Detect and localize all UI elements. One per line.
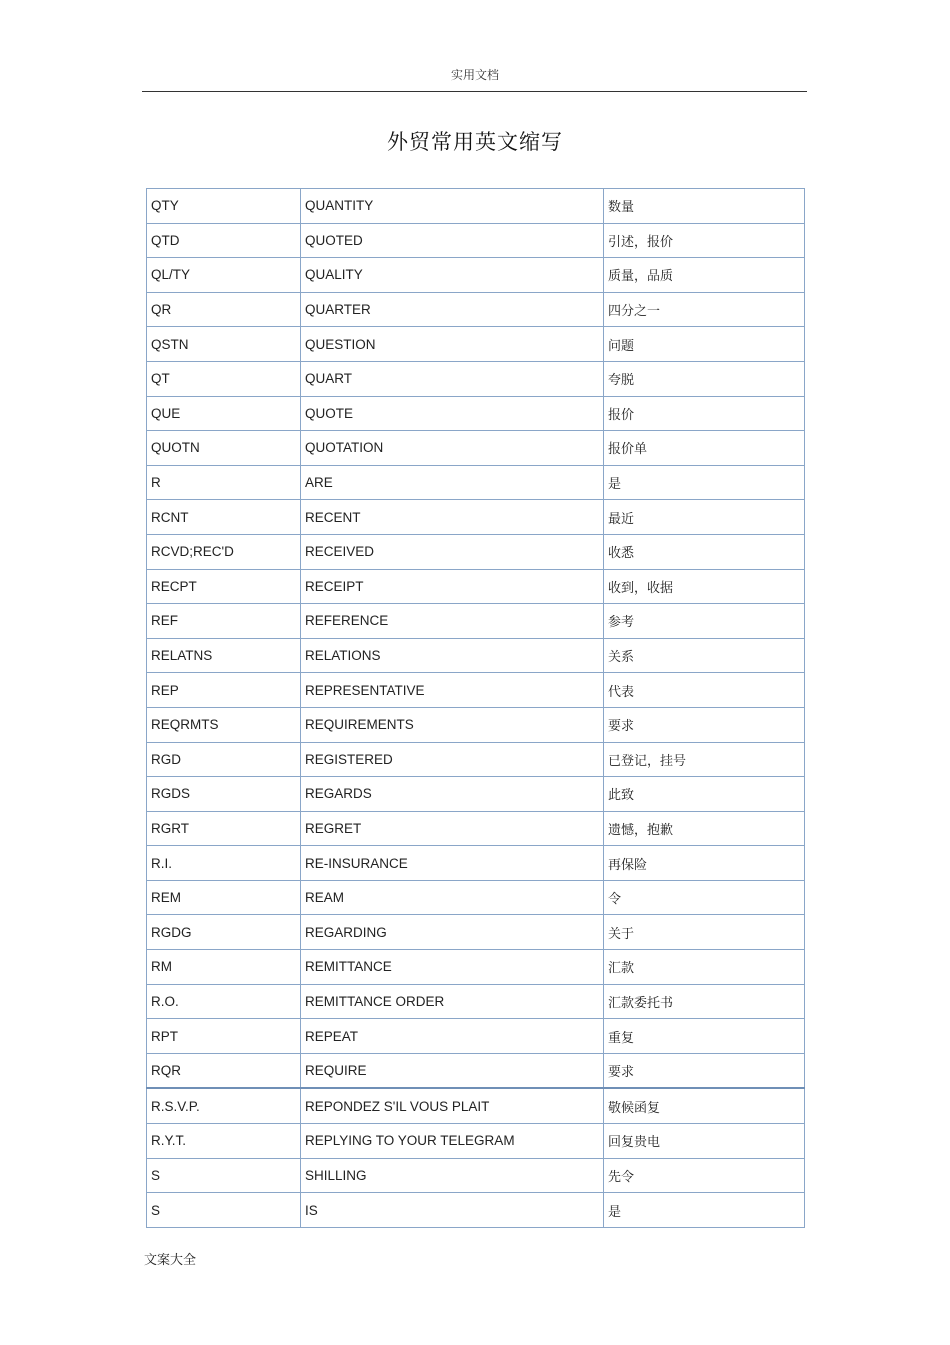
table-row <box>147 1158 805 1193</box>
abbreviation-cell: RGD <box>147 742 301 777</box>
abbreviation-cell: QTY <box>147 189 301 224</box>
document-title: 外贸常用英文缩写 <box>387 130 563 154</box>
table-row <box>147 396 805 431</box>
full-term-cell: RE-INSURANCE <box>301 846 604 881</box>
full-term-cell: RECEIPT <box>301 569 604 604</box>
abbreviation-cell: RCVD;REC'D <box>147 534 301 569</box>
meaning-cell: 关系 <box>604 638 805 673</box>
table-row <box>147 707 805 742</box>
full-term-cell: QUESTION <box>301 327 604 362</box>
meaning-cell: 收悉 <box>604 534 805 569</box>
abbreviation-cell: RCNT <box>147 500 301 535</box>
abbreviation-cell: QSTN <box>147 327 301 362</box>
abbreviation-cell: QUOTN <box>147 431 301 466</box>
meaning-cell: 代表 <box>604 673 805 708</box>
meaning-cell: 收到，收据 <box>604 569 805 604</box>
table-row <box>147 1019 805 1054</box>
abbreviation-cell: REP <box>147 673 301 708</box>
table-row <box>147 465 805 500</box>
full-term-cell: ARE <box>301 465 604 500</box>
full-term-cell: REMITTANCE <box>301 950 604 985</box>
abbreviation-cell: R.Y.T. <box>147 1124 301 1159</box>
abbreviation-cell: REQRMTS <box>147 707 301 742</box>
abbreviation-cell: R.I. <box>147 846 301 881</box>
meaning-cell: 报价 <box>604 396 805 431</box>
full-term-cell: RELATIONS <box>301 638 604 673</box>
full-term-cell: QUARTER <box>301 292 604 327</box>
full-term-cell: IS <box>301 1193 604 1228</box>
table-row <box>147 673 805 708</box>
meaning-cell: 令 <box>604 880 805 915</box>
full-term-cell: REFERENCE <box>301 604 604 639</box>
abbreviation-cell: RPT <box>147 1019 301 1054</box>
full-term-cell: QUOTE <box>301 396 604 431</box>
meaning-cell: 参考 <box>604 604 805 639</box>
full-term-cell: REQUIREMENTS <box>301 707 604 742</box>
abbreviation-cell: S <box>147 1158 301 1193</box>
meaning-cell: 汇款委托书 <box>604 984 805 1019</box>
abbreviation-table <box>146 188 805 1228</box>
table-row <box>147 915 805 950</box>
table-row <box>147 500 805 535</box>
meaning-cell: 重复 <box>604 1019 805 1054</box>
table-row <box>147 777 805 812</box>
abbreviation-cell: RGDS <box>147 777 301 812</box>
abbreviation-cell: RM <box>147 950 301 985</box>
meaning-cell: 数量 <box>604 189 805 224</box>
abbreviation-cell: RGDG <box>147 915 301 950</box>
table-row <box>147 223 805 258</box>
meaning-cell: 已登记，挂号 <box>604 742 805 777</box>
table-row <box>147 431 805 466</box>
table-row <box>147 880 805 915</box>
full-term-cell: SHILLING <box>301 1158 604 1193</box>
abbreviation-cell: QR <box>147 292 301 327</box>
table-row <box>147 189 805 224</box>
abbreviation-cell: REM <box>147 880 301 915</box>
abbreviation-cell: REF <box>147 604 301 639</box>
abbreviation-cell: RELATNS <box>147 638 301 673</box>
page-header: 实用文档 <box>450 68 499 82</box>
full-term-cell: REPONDEZ S'IL VOUS PLAIT <box>301 1088 604 1123</box>
meaning-cell: 最近 <box>604 500 805 535</box>
table-row <box>147 638 805 673</box>
full-term-cell: QUANTITY <box>301 189 604 224</box>
meaning-cell: 此致 <box>604 777 805 812</box>
full-term-cell: QUOTED <box>301 223 604 258</box>
table-row <box>147 950 805 985</box>
table-row <box>147 1124 805 1159</box>
meaning-cell: 四分之一 <box>604 292 805 327</box>
full-term-cell: REGRET <box>301 811 604 846</box>
abbreviation-cell: S <box>147 1193 301 1228</box>
table-row <box>147 604 805 639</box>
full-term-cell: REQUIRE <box>301 1053 604 1088</box>
meaning-cell: 夸脱 <box>604 361 805 396</box>
table-row <box>147 984 805 1019</box>
full-term-cell: REGARDS <box>301 777 604 812</box>
meaning-cell: 报价单 <box>604 431 805 466</box>
full-term-cell: REPLYING TO YOUR TELEGRAM <box>301 1124 604 1159</box>
meaning-cell: 引述，报价 <box>604 223 805 258</box>
meaning-cell: 汇款 <box>604 950 805 985</box>
full-term-cell: REGARDING <box>301 915 604 950</box>
header-rule <box>142 91 807 92</box>
table-row <box>147 292 805 327</box>
full-term-cell: QUART <box>301 361 604 396</box>
table-row <box>147 327 805 362</box>
table-row <box>147 1088 805 1123</box>
abbreviation-cell: QT <box>147 361 301 396</box>
full-term-cell: QUALITY <box>301 258 604 293</box>
abbreviation-cell: QUE <box>147 396 301 431</box>
full-term-cell: REAM <box>301 880 604 915</box>
full-term-cell: REPEAT <box>301 1019 604 1054</box>
meaning-cell: 再保险 <box>604 846 805 881</box>
meaning-cell: 要求 <box>604 707 805 742</box>
meaning-cell: 回复贵电 <box>604 1124 805 1159</box>
meaning-cell: 问题 <box>604 327 805 362</box>
abbreviation-cell: RGRT <box>147 811 301 846</box>
abbreviation-cell: RECPT <box>147 569 301 604</box>
abbreviation-table-body <box>147 189 805 1228</box>
meaning-cell: 质量，品质 <box>604 258 805 293</box>
full-term-cell: RECENT <box>301 500 604 535</box>
full-term-cell: RECEIVED <box>301 534 604 569</box>
meaning-cell: 要求 <box>604 1053 805 1088</box>
abbreviation-cell: RQR <box>147 1053 301 1088</box>
abbreviation-cell: QTD <box>147 223 301 258</box>
full-term-cell: QUOTATION <box>301 431 604 466</box>
table-row <box>147 361 805 396</box>
full-term-cell: REGISTERED <box>301 742 604 777</box>
table-row <box>147 1053 805 1088</box>
page-footer: 文案大全 <box>144 1253 197 1268</box>
abbreviation-cell: R.O. <box>147 984 301 1019</box>
full-term-cell: REPRESENTATIVE <box>301 673 604 708</box>
abbreviation-cell: R.S.V.P. <box>147 1088 301 1123</box>
abbreviation-cell: R <box>147 465 301 500</box>
table-row <box>147 1193 805 1228</box>
meaning-cell: 是 <box>604 1193 805 1228</box>
meaning-cell: 敬候函复 <box>604 1088 805 1123</box>
abbreviation-cell: QL/TY <box>147 258 301 293</box>
meaning-cell: 先令 <box>604 1158 805 1193</box>
meaning-cell: 遗憾，抱歉 <box>604 811 805 846</box>
meaning-cell: 关于 <box>604 915 805 950</box>
table-row <box>147 846 805 881</box>
table-row <box>147 569 805 604</box>
table-row <box>147 534 805 569</box>
table-row <box>147 742 805 777</box>
full-term-cell: REMITTANCE ORDER <box>301 984 604 1019</box>
meaning-cell: 是 <box>604 465 805 500</box>
table-row <box>147 811 805 846</box>
table-row <box>147 258 805 293</box>
